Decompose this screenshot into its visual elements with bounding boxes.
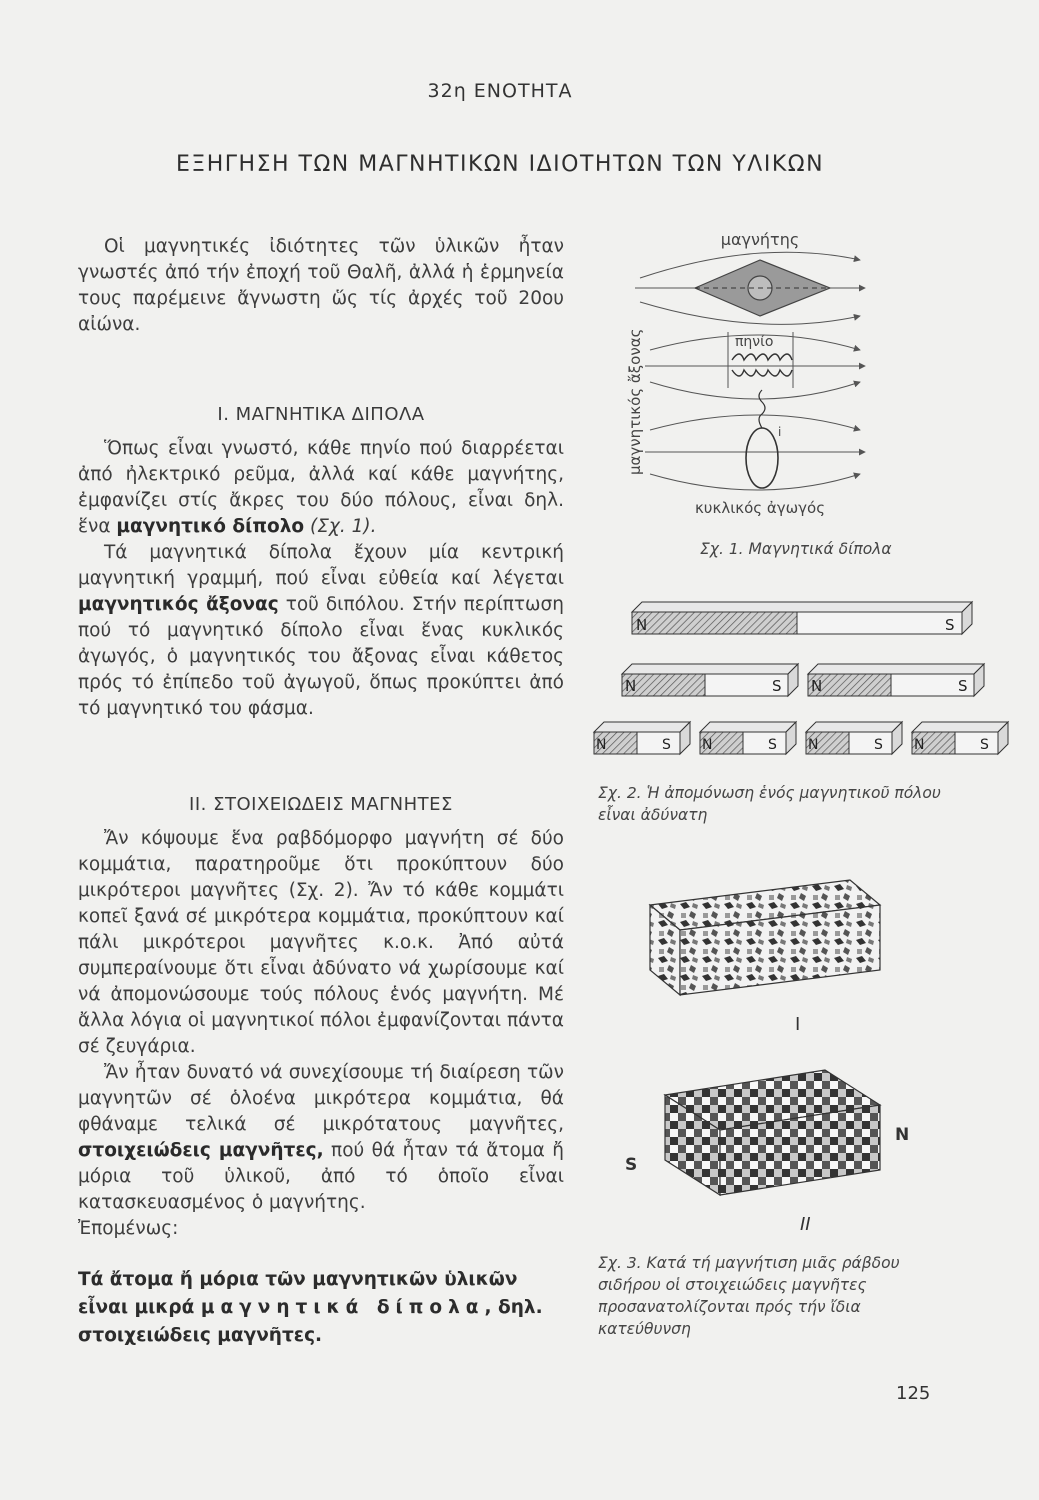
label-loop: κυκλικός ἀγωγός	[694, 499, 826, 517]
section-2-paragraph-1: Ἄν κόψουμε ἕνα ραβδόμορφο μαγνήτη σέ δύο κομμάτια, παρατηροῦμε ὅτι προκύπτουν δύο μικρότεροι μαγνῆτες (Σχ. 2). Ἄν τό κάθε κομμάτι κοπεῖ ξανά σέ μικρότερα κομμάτια, προκύπτουν καί πάλι μικρότεροι μαγνῆτες κ.ο.κ. Ἀπό αὐτά συμπεραίνουμε ὅτι εἶναι ἀδύνατο νά χωρίσουμε καί νά ἀπομονώσουμε τούς πόλους ἑνός μαγνήτη. Μέ ἄλλα λόγια οἱ μαγνητικοί πόλοι ἐμφανίζονται πάντα σέ ζευγάρια.	[78, 828, 564, 1057]
bar-quarter-2	[700, 722, 796, 754]
term-magnetic-axis: μαγνητικός ἄξονας	[78, 594, 279, 615]
s2p2-text-b: πού θά ἦταν τά ἄτομα ἤ μόρια τοῦ ὑλικοῦ, ἀπό τό ὁποῖο εἶναι κατασκευασμένος ὁ μαγνήτης.	[78, 1140, 564, 1213]
s1p1-ref: (Σχ. 1).	[304, 516, 377, 537]
label-axis: μαγνητικός ἄξονας	[626, 328, 644, 475]
label-south: S	[625, 1155, 638, 1175]
pole-s: S	[958, 677, 968, 695]
section-2	[78, 792, 564, 1242]
s1p2-text-b: τοῦ διπόλου. Στήν περίπτωση πού τό μαγνητικό δίπολο εἶναι ἕνας κυκλικός ἀγωγός, ὁ μαγνητικός του ἄξονας εἶναι κάθετος πρός τό ἐπίπεδο τοῦ ἀγωγοῦ, ὅπως προκύπτει ἀπό τό μαγνητικό του φάσμα.	[78, 594, 564, 719]
bar-half-2	[808, 664, 984, 696]
figure-2-bar-magnets	[590, 596, 1020, 766]
figure-1-caption: Σχ. 1. Μαγνητικά δίπολα	[700, 540, 892, 558]
therefore-text: Ἐπομένως:	[78, 1218, 179, 1239]
pole-n: N	[596, 737, 607, 753]
pole-n: N	[914, 737, 925, 753]
section-1-paragraph-1	[78, 436, 564, 540]
figure-3-caption: Σχ. 3. Κατά τή μαγνήτιση μιᾶς ράβδου σιδήρου οἱ στοιχειώδεις μαγνῆτες προσανατολίζονται πρός τήν ἴδια κατεύθυνση	[598, 1254, 900, 1338]
figure-2-caption: Σχ. 2. Ἡ ἀπομόνωση ἑνός μαγνητικοῦ πόλου εἶναι ἀδύνατη	[598, 784, 941, 824]
s1p2-text-a: Τά μαγνητικά δίπολα ἔχουν μία κεντρική μαγνητική γραμμή, πού εἶναι εὐθεία καί λέγεται	[78, 542, 564, 589]
loop-shape	[746, 428, 778, 488]
section-1-paragraph-2	[78, 540, 564, 722]
bar-quarter-3	[806, 722, 902, 754]
page-number: 125	[896, 1383, 931, 1404]
block-magnetized	[665, 1070, 880, 1195]
s2p2-text-a: Ἄν ἦταν δυνατό νά συνεχίσουμε τή διαίρεση τῶν μαγνητῶν σέ ὁλοένα μικρότερα κομμάτια, θά φθάναμε τελικά σέ μικρότατους μαγνῆτες,	[78, 1062, 564, 1135]
bar-quarter-1	[594, 722, 690, 754]
intro-text: Οἱ μαγνητικές ἰδιότητες τῶν ὑλικῶν ἦταν γνωστές ἀπό τήν ἐποχή τοῦ Θαλῆ, ἀλλά ἡ ἑρμηνεία τους παρέμεινε ἄγνωστη ὥς τίς ἀρχές τοῦ 20ου αἰώνα.	[78, 236, 564, 335]
figure-3-domains	[590, 865, 930, 1245]
figure-1-dipoles	[610, 220, 880, 525]
pole-n: N	[702, 737, 713, 753]
pole-n: N	[636, 616, 648, 634]
coil-shape	[732, 354, 792, 360]
term-magnetic-dipole: μαγνητικό δίπολο	[116, 516, 305, 537]
label-block-2: II	[800, 1214, 811, 1235]
pole-s: S	[662, 737, 671, 753]
term-elementary-magnets: στοιχειώδεις μαγνῆτες,	[78, 1140, 324, 1161]
pole-s: S	[874, 737, 883, 753]
section-2-paragraph-2	[78, 1060, 564, 1216]
label-current: i	[778, 425, 782, 439]
section-1	[78, 402, 564, 722]
pole-s: S	[980, 737, 989, 753]
s1p1-text: Ὅπως εἶναι γνωστό, κάθε πηνίο πού διαρρέεται ἀπό ἠλεκτρικό ρεῦμα, ἀλλά καί κάθε μαγνήτης, ἐμφανίζει στίς ἄκρες του δύο πόλους, εἶναι δηλ. ἕνα	[78, 438, 564, 537]
pole-n: N	[625, 677, 637, 695]
label-coil: πηνίο	[735, 334, 774, 350]
label-block-1: I	[795, 1014, 801, 1035]
intro-paragraph	[78, 234, 564, 338]
section-1-heading: Ι. ΜΑΓΝΗΤΙΚΑ ΔΙΠΟΛΑ	[217, 404, 425, 425]
conclusion	[78, 1266, 548, 1350]
bar-half-1	[622, 664, 798, 696]
conclusion-spaced: μαγνητικά δίπολα	[200, 1297, 485, 1318]
conclusion-a: Τά ἄτομα ἤ μόρια τῶν μαγνητικῶν ὑλικῶν εἶναι μικρά	[78, 1269, 518, 1318]
bar-full	[632, 602, 972, 634]
pole-s: S	[768, 737, 777, 753]
pole-n: N	[808, 737, 819, 753]
pole-n: N	[811, 677, 823, 695]
bar-quarter-4	[912, 722, 1008, 754]
label-magnet: μαγνήτης	[720, 230, 800, 249]
unit-heading: 32η ΕΝΟΤΗΤΑ	[427, 80, 573, 102]
block-unmagnetized	[650, 880, 880, 995]
page-title: ΕΞΗΓΗΣΗ ΤΩΝ ΜΑΓΝΗΤΙΚΩΝ ΙΔΙΟΤΗΤΩΝ ΤΩΝ ΥΛΙΚΩΝ	[175, 152, 825, 177]
conclusion-b: , δηλ. στοιχειώδεις μαγνῆτες.	[78, 1297, 543, 1346]
section-2-heading: ΙΙ. ΣΤΟΙΧΕΙΩΔΕΙΣ ΜΑΓΝΗΤΕΣ	[189, 794, 453, 815]
pole-s: S	[772, 677, 782, 695]
label-north: N	[895, 1125, 910, 1145]
pole-s: S	[945, 616, 955, 634]
